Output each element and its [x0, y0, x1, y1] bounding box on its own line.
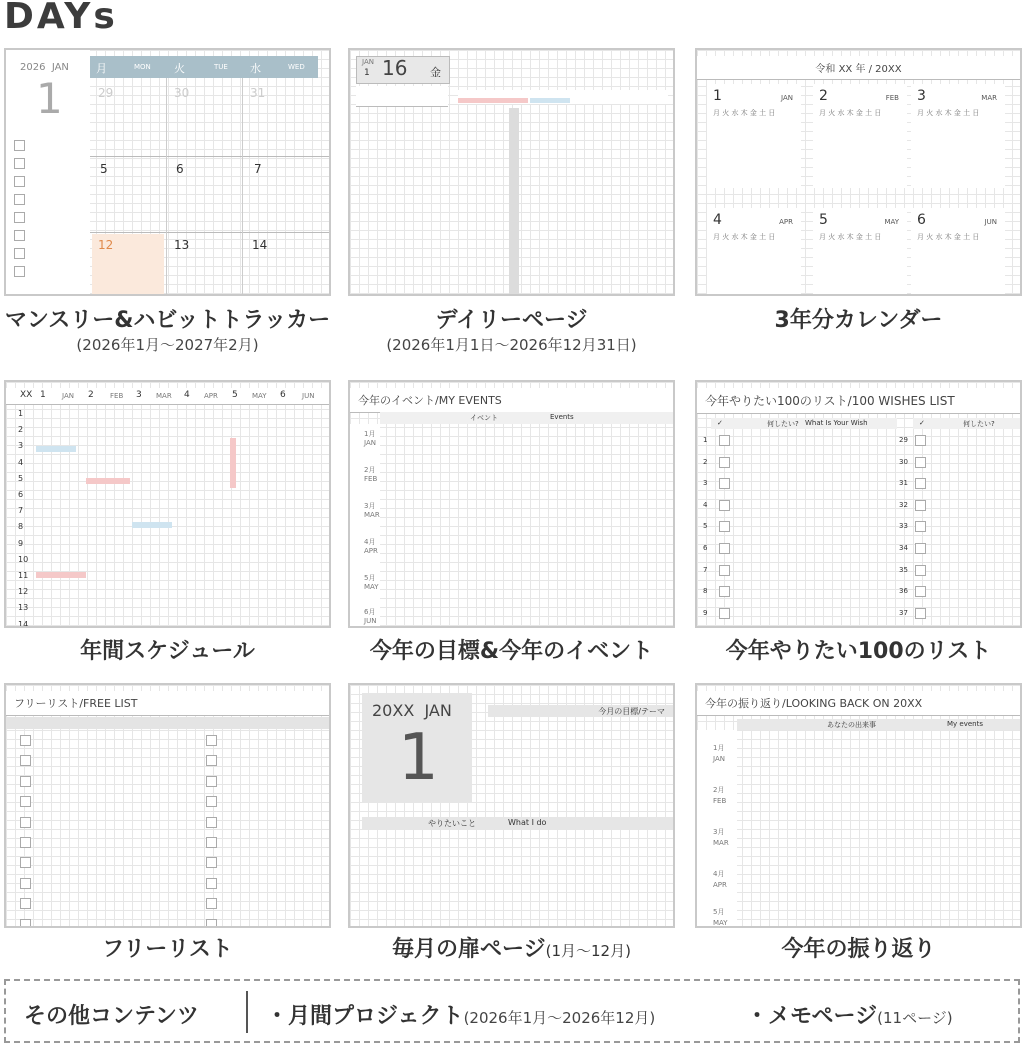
cal-month-num: 4: [713, 212, 722, 228]
lookback-col2: My events: [947, 720, 983, 728]
wishes-col-label: 何したい?: [963, 420, 995, 428]
wish-row: [701, 454, 731, 476]
goals-col1: イベント: [470, 414, 498, 422]
caption-monthly: マンスリー&ハビットトラッカー: [4, 308, 331, 333]
free-checkbox[interactable]: [20, 857, 31, 868]
day-mon-en: MON: [134, 63, 151, 71]
yearly-row-num: 14: [18, 619, 29, 628]
day-5: 5: [100, 162, 108, 176]
day-31: 31: [250, 86, 266, 100]
wishes-col-label: 何したい?: [767, 420, 799, 428]
wish-row: [701, 562, 731, 584]
goals-header: 今年のイベント/MY EVENTS: [350, 388, 673, 413]
wish-checkbox[interactable]: [915, 543, 926, 554]
wishes-col-check: ✓: [919, 419, 925, 427]
cal-month-may: [813, 208, 907, 296]
cal-month-num: 6: [917, 212, 926, 228]
cal-month-en: JUN: [984, 218, 997, 226]
cal-weekdays: 月 火 水 木 金 土 日: [917, 109, 980, 117]
cal-month-en: JAN: [781, 94, 793, 102]
yearly-month-en: JUN: [302, 392, 315, 400]
lookback-month-num: 2月: [713, 786, 725, 794]
lookback-month-en: MAR: [713, 839, 729, 847]
day-wed-jp: 水: [250, 62, 261, 75]
calendar3-header: 令和 XX 年 / 20XX: [697, 56, 1020, 80]
free-checkbox[interactable]: [206, 755, 217, 766]
wish-row: [897, 432, 931, 454]
wishes-col-check: ✓: [717, 419, 723, 427]
wish-checkbox[interactable]: [719, 586, 730, 597]
day-30: 30: [174, 86, 190, 100]
caption-free: フリーリスト: [102, 937, 233, 962]
free-checkbox[interactable]: [206, 898, 217, 909]
monthly-month-num: 1: [36, 74, 63, 123]
caption-calendar3: 3年分カレンダー: [774, 308, 943, 333]
wish-num: 4: [703, 500, 708, 509]
thumb-cover: [348, 683, 675, 928]
wish-num: 8: [703, 587, 708, 596]
goals-month-num: 5月: [364, 574, 376, 582]
day-14: 14: [252, 238, 268, 252]
wish-row: [701, 497, 731, 519]
other-contents-box: [4, 979, 1020, 1043]
free-checkbox[interactable]: [206, 837, 217, 848]
wish-checkbox[interactable]: [719, 543, 730, 554]
free-checkbox[interactable]: [206, 796, 217, 807]
yearly-row-num: 13: [18, 603, 29, 613]
day-29: 29: [98, 86, 114, 100]
thumb-lookback: [695, 683, 1022, 928]
cover-goal-label: 今月の目標/テーマ: [598, 707, 665, 716]
lookback-month-en: MAY: [713, 919, 728, 927]
free-checkbox[interactable]: [20, 817, 31, 828]
cover-num: 1: [398, 721, 439, 795]
wish-num: 36: [899, 587, 908, 596]
cal-month-en: MAY: [884, 218, 899, 226]
free-checkbox[interactable]: [20, 919, 31, 928]
page-title: DAYs: [4, 0, 118, 37]
yearly-row-num: 6: [18, 490, 24, 500]
wish-num: 30: [899, 457, 908, 466]
wish-checkbox[interactable]: [719, 500, 730, 511]
lookback-month-en: FEB: [713, 797, 727, 805]
yearly-row-num: 1: [18, 409, 24, 418]
wish-num: 31: [899, 479, 908, 488]
wish-row: [897, 562, 931, 584]
thumb-goals: [348, 380, 675, 628]
yearly-corner: XX: [20, 390, 33, 400]
day-mon-jp: 月: [96, 62, 107, 75]
cal-weekdays: 月 火 水 木 金 土 日: [819, 109, 882, 117]
wish-row: [897, 605, 931, 627]
wish-checkbox[interactable]: [915, 500, 926, 511]
yearly-month-num: 6: [280, 390, 286, 400]
lookback-month-num: 3月: [713, 828, 725, 836]
yearly-row-num: 9: [18, 538, 24, 548]
lookback-month-num: 5月: [713, 908, 725, 916]
wish-row: [701, 432, 731, 454]
yearly-month-en: FEB: [110, 392, 124, 400]
yearly-month-num: 2: [88, 390, 94, 400]
wish-row: [897, 540, 931, 562]
caption-goals: 今年の目標&今年のイベント: [369, 639, 654, 664]
free-checkbox[interactable]: [206, 776, 217, 787]
yearly-row-num: 8: [18, 522, 24, 532]
cover-year-month: 20XX JAN: [372, 701, 452, 720]
wish-checkbox[interactable]: [915, 565, 926, 576]
lookback-month-en: APR: [713, 881, 727, 889]
wish-num: 3: [703, 479, 708, 488]
cal-month-mar: [911, 84, 1005, 188]
caption-cover-main: 毎月の扉ページ: [392, 937, 546, 962]
free-checkbox[interactable]: [20, 878, 31, 889]
goals-month-num: 6月: [364, 608, 376, 616]
footer-item1: ・月間プロジェクト: [266, 1004, 464, 1029]
wish-num: 1: [703, 436, 708, 444]
wish-num: 2: [703, 457, 708, 466]
wish-row: [701, 605, 731, 627]
cal-month-num: 2: [819, 88, 828, 104]
caption-daily: デイリーページ: [435, 308, 588, 333]
footer-item1-sub: (2026年1月〜2026年12月): [463, 1009, 656, 1027]
goals-month-en: MAY: [364, 583, 379, 591]
cover-todo-jp: やりたいこと: [428, 819, 476, 828]
caption-cover: [348, 932, 675, 963]
caption-yearly: 年間スケジュール: [80, 639, 255, 664]
goals-month-num: 2月: [364, 466, 376, 474]
cal-month-jun: [911, 208, 1005, 296]
wish-checkbox[interactable]: [719, 457, 730, 468]
cal-month-en: FEB: [885, 94, 899, 102]
caption-cover-sub: (1月〜12月): [545, 942, 631, 960]
goals-month-en: MAR: [364, 511, 380, 519]
wishes-col-en: What Is Your Wish: [805, 419, 868, 427]
wishes-header: 今年やりたい100のリスト/100 WISHES LIST: [697, 388, 1020, 414]
day-12: 12: [98, 238, 114, 252]
goals-month-num: 4月: [364, 538, 376, 546]
wish-row: [701, 518, 731, 540]
lookback-header: 今年の振り返り/LOOKING BACK ON 20XX: [697, 691, 1020, 716]
day-7: 7: [254, 162, 262, 176]
footer-label: その他コンテンツ: [24, 1004, 199, 1029]
yearly-row-num: 3: [18, 441, 24, 451]
cal-month-feb: [813, 84, 907, 188]
cal-weekdays: 月 火 水 木 金 土 日: [819, 233, 882, 241]
wish-checkbox[interactable]: [719, 435, 730, 446]
lookback-col1: あなたの出来事: [827, 721, 876, 729]
wish-checkbox[interactable]: [719, 521, 730, 532]
wish-checkbox[interactable]: [915, 478, 926, 489]
cal-month-jan: [707, 84, 801, 188]
cover-todo-en: What I do: [508, 818, 547, 827]
wish-row: [701, 540, 731, 562]
free-checkbox[interactable]: [20, 898, 31, 909]
daily-day: 16: [382, 56, 408, 80]
yearly-row-num: 7: [18, 506, 24, 516]
free-checkbox[interactable]: [206, 857, 217, 868]
goals-month-en: JUN: [364, 617, 377, 625]
yearly-month-num: 3: [136, 390, 142, 400]
wish-checkbox[interactable]: [915, 586, 926, 597]
cal-weekdays: 月 火 水 木 金 土 日: [713, 109, 776, 117]
lookback-month-en: JAN: [713, 755, 725, 763]
wish-num: 37: [899, 608, 908, 617]
wish-checkbox[interactable]: [719, 565, 730, 576]
wish-num: 34: [899, 543, 908, 552]
wish-checkbox[interactable]: [915, 435, 926, 446]
wish-checkbox[interactable]: [719, 478, 730, 489]
monthly-year: 2026: [20, 62, 46, 73]
cal-month-num: 3: [917, 88, 926, 104]
thumb-free: [4, 683, 331, 928]
day-wed-en: WED: [288, 63, 305, 71]
yearly-month-en: MAY: [252, 392, 267, 400]
wish-checkbox[interactable]: [915, 608, 926, 619]
yearly-row-num: 11: [18, 571, 29, 581]
free-checkbox[interactable]: [206, 817, 217, 828]
free-checkbox[interactable]: [206, 878, 217, 889]
yearly-month-num: 4: [184, 390, 190, 400]
daily-month-num: 1: [364, 68, 370, 78]
yearly-row-num: 4: [18, 457, 24, 467]
goals-month-en: APR: [364, 547, 378, 555]
thumb-calendar3: [695, 48, 1022, 296]
wish-checkbox[interactable]: [915, 457, 926, 468]
yearly-row-num: 5: [18, 473, 24, 483]
lookback-month-num: 1月: [713, 744, 725, 752]
yearly-row-num: 2: [18, 425, 24, 435]
cal-month-num: 1: [713, 88, 722, 104]
wish-row: [897, 583, 931, 605]
free-checkbox[interactable]: [20, 755, 31, 766]
wish-num: 35: [899, 565, 908, 574]
sub-monthly: (2026年1月〜2027年2月): [76, 336, 259, 354]
lookback-month-num: 4月: [713, 870, 725, 878]
free-checkbox[interactable]: [20, 837, 31, 848]
thumb-yearly: [4, 380, 331, 628]
wish-row: [701, 583, 731, 605]
wish-row: [897, 454, 931, 476]
wish-num: 7: [703, 565, 708, 574]
footer-item2-sub: (11ページ): [877, 1009, 953, 1027]
goals-month-en: FEB: [364, 475, 378, 483]
yearly-row-num: 12: [18, 587, 29, 597]
wish-num: 5: [703, 522, 708, 531]
goals-month-num: 1月: [364, 430, 376, 438]
wish-row: [897, 497, 931, 519]
wish-checkbox[interactable]: [915, 521, 926, 532]
wish-num: 32: [899, 500, 908, 509]
caption-wishes: 今年やりたい100のリスト: [725, 639, 992, 664]
wish-checkbox[interactable]: [719, 608, 730, 619]
yearly-month-num: 5: [232, 390, 238, 400]
day-tue-jp: 火: [174, 62, 185, 75]
day-6: 6: [176, 162, 184, 176]
free-checkbox[interactable]: [20, 735, 31, 746]
goals-month-en: JAN: [364, 439, 376, 447]
day-13: 13: [174, 238, 190, 252]
yearly-row-num: 10: [18, 554, 29, 564]
cal-weekdays: 月 火 水 木 金 土 日: [917, 233, 980, 241]
thumb-daily: [348, 48, 675, 296]
wish-num: 33: [899, 522, 908, 531]
monthly-day-header: [90, 56, 318, 78]
monthly-month-en: JAN: [51, 62, 69, 73]
footer-item2: ・メモページ: [746, 1004, 878, 1029]
day-tue-en: TUE: [214, 63, 228, 71]
thumb-wishes: [695, 380, 1022, 628]
free-header: フリーリスト/FREE LIST: [6, 691, 329, 716]
caption-lookback: 今年の振り返り: [781, 937, 936, 962]
wish-num: 9: [703, 608, 708, 617]
wish-row: [701, 475, 731, 497]
goals-col2: Events: [550, 413, 574, 421]
yearly-month-num: 1: [40, 390, 46, 400]
cal-weekdays: 月 火 水 木 金 土 日: [713, 233, 776, 241]
free-checkbox[interactable]: [206, 919, 217, 928]
wish-num: 29: [899, 436, 908, 444]
thumb-monthly: [4, 48, 331, 296]
wish-num: 6: [703, 543, 708, 552]
yearly-month-en: JAN: [62, 392, 74, 400]
yearly-month-en: MAR: [156, 392, 172, 400]
cal-month-num: 5: [819, 212, 828, 228]
goals-month-num: 3月: [364, 502, 376, 510]
cal-month-en: APR: [779, 218, 793, 226]
yearly-month-en: APR: [204, 392, 218, 400]
free-checkbox[interactable]: [20, 796, 31, 807]
free-checkbox[interactable]: [206, 735, 217, 746]
cal-month-apr: [707, 208, 801, 296]
wish-row: [897, 518, 931, 540]
wish-row: [897, 475, 931, 497]
cal-month-en: MAR: [981, 94, 997, 102]
daily-weekday: 金: [430, 66, 441, 79]
free-checkbox[interactable]: [20, 776, 31, 787]
daily-month-en: JAN: [362, 58, 374, 66]
sub-daily: (2026年1月1日〜2026年12月31日): [386, 336, 637, 354]
